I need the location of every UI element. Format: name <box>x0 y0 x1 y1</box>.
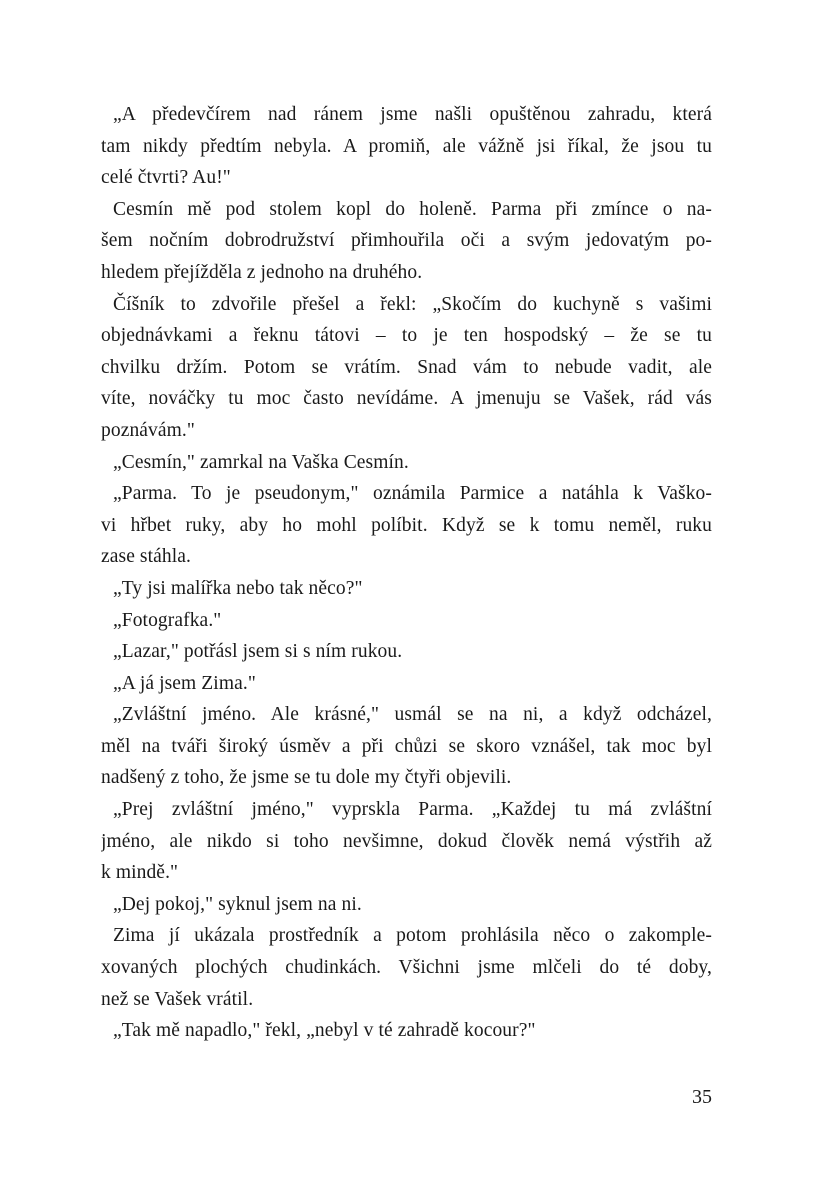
text-line: xovaných plochých chudinkách. Všichni jsme mlčeli do té doby, <box>101 957 712 979</box>
text-line: „Ty jsi malířka nebo tak něco?" <box>113 577 363 599</box>
text-line: hledem přejížděla z jednoho na druhého. <box>101 261 423 283</box>
text-line: jméno, ale nikdo si toho nevšimne, dokud člověk nemá výstřih až <box>101 830 712 852</box>
text-line: „A předevčírem nad ránem jsme našli opuštěnou zahradu, která <box>113 104 712 125</box>
text-line: zase stáhla. <box>101 546 191 568</box>
text-line: nadšený z toho, že jsme se tu dole my čtyři objevili. <box>101 767 512 789</box>
text-line: „Tak mě napadlo," řekl, „nebyl v té zahradě kocour?" <box>113 1020 536 1042</box>
text-line: „Dej pokoj," syknul jsem na ni. <box>113 893 362 915</box>
text-line: „Cesmín," zamrkal na Vaška Cesmín. <box>113 451 409 473</box>
text-line: „Lazar," potřásl jsem si s ním rukou. <box>113 641 403 663</box>
text-line: měl na tváři široký úsměv a při chůzi se skoro vznášel, tak moc byl <box>101 735 712 757</box>
text-line: poznávám." <box>101 419 195 441</box>
text-line: k mindě." <box>101 862 179 884</box>
text-block <box>101 99 712 1047</box>
text-line: Zima jí ukázala prostředník a potom prohlásila něco o zakomple- <box>113 925 712 947</box>
text-line: než se Vašek vrátil. <box>101 988 254 1010</box>
text-line: vi hřbet ruky, aby ho mohl políbit. Když se k tomu neměl, ruku <box>101 514 712 536</box>
text-line: „Zvláštní jméno. Ale krásné," usmál se na ni, a když odcházel, <box>113 704 712 726</box>
text-line: Cesmín mě pod stolem kopl do holeně. Parma při zmínce o na- <box>113 198 712 220</box>
text-line: tam nikdy předtím nebyla. A promiň, ale vážně jsi říkal, že jsou tu <box>101 135 712 157</box>
text-line: objednávkami a řeknu tátovi – to je ten hospodský – že se tu <box>101 325 712 347</box>
text-line: víte, nováčky tu moc často nevídáme. A jmenuju se Vašek, rád vás <box>101 388 712 410</box>
text-line: „Parma. To je pseudonym," oznámila Parmice a natáhla k Vaško- <box>113 483 712 505</box>
text-line: celé čtvrti? Au!" <box>101 167 231 189</box>
text-line: „A já jsem Zima." <box>113 672 256 694</box>
text-line: „Fotografka." <box>113 609 222 631</box>
text-line: chvilku držím. Potom se vrátím. Snad vám to nebude vadit, ale <box>101 356 712 378</box>
text-line: Číšník to zdvořile přešel a řekl: „Skočím do kuchyně s vašimi <box>113 293 712 315</box>
text-line: šem nočním dobrodružství přimhouřila oči a svým jedovatým po- <box>101 230 712 252</box>
text-line: „Prej zvláštní jméno," vyprskla Parma. „Každej tu má zvláštní <box>113 799 712 821</box>
page-number: 35 <box>692 1086 712 1108</box>
